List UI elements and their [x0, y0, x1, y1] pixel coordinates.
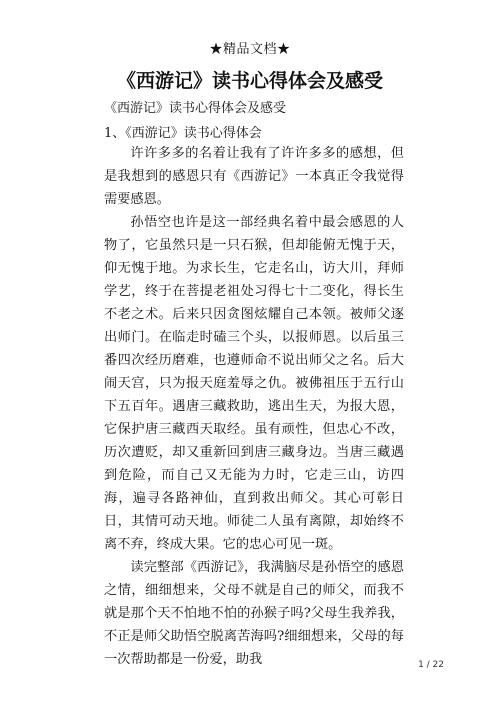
- document-subtitle: 《西游记》读书心得体会及感受: [104, 101, 287, 116]
- document-title: 《西游记》读书心得体会及感受: [116, 70, 383, 92]
- paragraph: 许许多多的名着让我有了许许多多的感想，但是我想到的感恩只有《西游记》一本真正令我觉得需要感恩。: [104, 146, 404, 207]
- page-number: 1 / 22: [418, 660, 444, 670]
- paragraph: 读完整部《西游记》，我满脑尽是孙悟空的感恩之情，细细想来，父母不就是自己的师父，而我不就是那个天不怕地不怕的孙猴子吗?父母生我养我，不正是师父助悟空脱离苦海吗?细细想来，父母的每一次帮助都是一份爱，助我: [104, 560, 404, 667]
- paragraph: 孙悟空也许是这一部经典名着中最会感恩的人物了，它虽然只是一只石猴，但却能俯无愧于天，仰无愧于地。为求长生，它走名山，访大川，拜师学艺，终于在菩提老祖处习得七十二变化，得长生不老之术。后来只因贪图炫耀自己本领。被师父逐出师门。在临走时磕三个头，以报师恩。以后虽三番四次经历磨难，也遵师命不说出师父之名。后大闹天宫，只为报天庭羞辱之仇。被佛祖压于五行山下五百年。遇唐三藏救助，逃出生天，为报大恩，它保护唐三藏西天取经。虽有顽性，但忠心不改，历次遭贬，却又重新回到唐三藏身边。当唐三藏遇到危险，而自己又无能为力时，它走三山，访四海，遍寻各路神仙，直到救出师父。其心可彰日日，其情可动天地。师徒二人虽有离隙，却始终不离不弃，终成大果。它的忠心可见一斑。: [104, 215, 404, 552]
- page-header: ★精品文档★: [209, 42, 291, 57]
- section-heading: 1、《西游记》读书心得体会: [104, 126, 262, 141]
- document-body: [104, 142, 404, 671]
